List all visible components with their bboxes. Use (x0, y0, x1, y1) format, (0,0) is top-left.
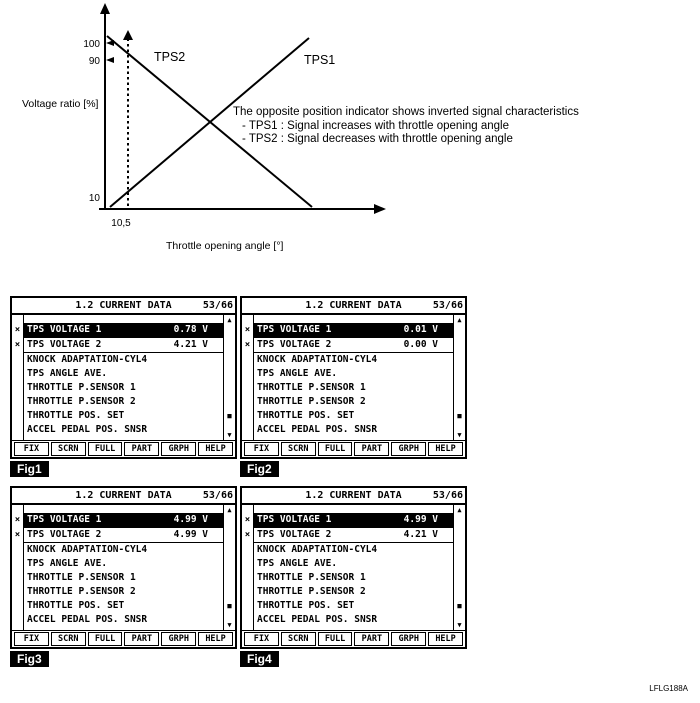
data-row[interactable] (254, 367, 453, 381)
scroll-up-icon[interactable]: ▲ (227, 506, 232, 514)
x-axis-arrow-icon (374, 204, 386, 214)
fixed-mark-icon (12, 423, 23, 437)
row-label: ACCEL PEDAL POS. SNSR (257, 614, 378, 625)
grph-button[interactable]: GRPH (161, 442, 196, 456)
scrollbar[interactable] (454, 315, 465, 440)
data-rows (254, 513, 453, 627)
row-label: THROTTLE P.SENSOR 2 (27, 586, 136, 597)
scroll-up-icon[interactable]: ▲ (227, 316, 232, 324)
row-label: ACCEL PEDAL POS. SNSR (27, 424, 148, 435)
screen-header (12, 298, 235, 315)
screen-header (242, 298, 465, 315)
data-row[interactable] (254, 381, 453, 395)
row-label: TPS ANGLE AVE. (27, 368, 108, 379)
fix-button[interactable]: FIX (244, 632, 279, 646)
part-button[interactable]: PART (124, 632, 159, 646)
row-label: KNOCK ADAPTATION-CYL4 (27, 544, 148, 555)
data-row[interactable] (24, 395, 223, 409)
row-value (150, 423, 208, 437)
row-label: KNOCK ADAPTATION-CYL4 (257, 544, 378, 555)
row-value (380, 409, 438, 423)
row-value (150, 571, 208, 585)
row-label: THROTTLE P.SENSOR 1 (27, 382, 136, 393)
data-row[interactable] (254, 423, 453, 437)
screen-title: 1.2 CURRENT DATA (75, 300, 172, 311)
scan-tool-screen-fig2 (240, 296, 467, 459)
fixed-mark-icon (242, 557, 253, 571)
softkey-bar (242, 630, 465, 647)
scroll-thumb-icon[interactable]: ■ (457, 602, 462, 610)
data-row[interactable] (24, 409, 223, 423)
y-axis-arrow-icon (100, 3, 110, 14)
row-label: TPS VOLTAGE 1 (257, 514, 332, 525)
xtick-10-5: 10,5 (111, 218, 131, 229)
row-value (150, 543, 208, 557)
fixed-mark-icon (242, 599, 253, 613)
fig1-label: Fig1 (10, 461, 49, 477)
softkey-bar (12, 630, 235, 647)
fixed-mark-icon (12, 613, 23, 627)
fixed-mark-icon: × (14, 325, 21, 335)
fixed-mark-icon (242, 409, 253, 423)
fixed-mark-icon (12, 353, 23, 367)
scrn-button[interactable]: SCRN (51, 442, 86, 456)
data-row[interactable] (254, 353, 453, 367)
grph-button[interactable]: GRPH (391, 632, 426, 646)
help-button[interactable]: HELP (198, 632, 233, 646)
data-row[interactable] (24, 585, 223, 599)
fixed-mark-icon (242, 543, 253, 557)
row-label: TPS VOLTAGE 2 (257, 339, 332, 350)
scrn-button[interactable]: SCRN (281, 442, 316, 456)
data-row-tps-voltage-1[interactable] (24, 323, 223, 338)
scroll-down-icon[interactable]: ▼ (457, 621, 462, 629)
data-row[interactable] (254, 585, 453, 599)
row-label: THROTTLE POS. SET (27, 410, 125, 421)
row-label: TPS VOLTAGE 1 (27, 324, 102, 335)
scroll-down-icon[interactable]: ▼ (457, 431, 462, 439)
fixed-mark-icon (12, 571, 23, 585)
full-button[interactable]: FULL (318, 442, 353, 456)
data-row[interactable] (254, 409, 453, 423)
fix-button[interactable]: FIX (14, 632, 49, 646)
row-value (150, 599, 208, 613)
data-row[interactable] (24, 381, 223, 395)
fixed-mark-icon: × (14, 530, 21, 540)
fixed-mark-icon (242, 585, 253, 599)
data-row[interactable] (254, 543, 453, 557)
ytick-90: 90 (88, 56, 100, 67)
scroll-up-icon[interactable]: ▲ (457, 316, 462, 324)
fixed-mark-icon (242, 571, 253, 585)
data-rows (24, 323, 223, 437)
softkey-bar (242, 440, 465, 457)
row-label: TPS VOLTAGE 2 (27, 339, 102, 350)
fig3-label: Fig3 (10, 651, 49, 667)
full-button[interactable]: FULL (88, 442, 123, 456)
row-label: THROTTLE P.SENSOR 1 (257, 572, 366, 583)
row-value (150, 585, 208, 599)
full-button[interactable]: FULL (88, 632, 123, 646)
data-row-tps-voltage-2[interactable] (254, 338, 453, 353)
scrollbar[interactable] (454, 505, 465, 630)
fixed-mark-icon (242, 613, 253, 627)
help-button[interactable]: HELP (428, 632, 463, 646)
row-label: TPS ANGLE AVE. (257, 368, 338, 379)
part-button[interactable]: PART (354, 442, 389, 456)
screen-body (12, 315, 235, 440)
data-row-tps-voltage-2[interactable] (24, 338, 223, 353)
row-label: THROTTLE P.SENSOR 1 (27, 572, 136, 583)
data-row[interactable] (254, 599, 453, 613)
scroll-down-icon[interactable]: ▼ (227, 621, 232, 629)
scrn-button[interactable]: SCRN (51, 632, 86, 646)
note-line-3: - TPS2 : Signal decreases with throttle opening angle (242, 133, 513, 145)
row-value (380, 613, 438, 627)
data-row[interactable] (24, 557, 223, 571)
part-button[interactable]: PART (354, 632, 389, 646)
data-row[interactable] (24, 423, 223, 437)
row-label: KNOCK ADAPTATION-CYL4 (27, 354, 148, 365)
data-row[interactable] (254, 571, 453, 585)
help-button[interactable]: HELP (428, 442, 463, 456)
data-row[interactable] (24, 599, 223, 613)
scrollbar[interactable] (224, 505, 235, 630)
row-value (150, 409, 208, 423)
row-value (380, 543, 438, 557)
item-counter: 53/66 (202, 300, 233, 311)
fixed-mark-icon (12, 543, 23, 557)
row-value: 4.99 V (173, 514, 208, 525)
full-button[interactable]: FULL (318, 632, 353, 646)
row-value (380, 353, 438, 367)
fixed-mark-icon (12, 395, 23, 409)
row-label: THROTTLE POS. SET (257, 600, 355, 611)
item-counter: 53/66 (432, 300, 463, 311)
row-label: TPS ANGLE AVE. (27, 558, 108, 569)
scan-tool-screen-fig4 (240, 486, 467, 649)
data-rows (24, 513, 223, 627)
fixed-mark-icon: × (14, 515, 21, 525)
ytick-100: 100 (83, 39, 100, 50)
row-label: KNOCK ADAPTATION-CYL4 (257, 354, 378, 365)
marker-column (12, 323, 23, 437)
row-value: 4.99 V (173, 529, 208, 540)
data-row-tps-voltage-1[interactable] (24, 513, 223, 528)
reference-line-arrow-icon (123, 30, 133, 40)
fixed-mark-icon (242, 367, 253, 381)
scan-tool-screen-fig1 (10, 296, 237, 459)
row-value: 4.21 V (173, 339, 208, 350)
row-value (150, 557, 208, 571)
row-value (150, 613, 208, 627)
fixed-mark-icon (12, 599, 23, 613)
fixed-mark-icon (242, 353, 253, 367)
row-label: THROTTLE P.SENSOR 1 (257, 382, 366, 393)
scroll-thumb-icon[interactable]: ■ (227, 412, 232, 420)
help-button[interactable]: HELP (198, 442, 233, 456)
screen-header (12, 488, 235, 505)
row-label: TPS VOLTAGE 2 (27, 529, 102, 540)
row-label: TPS VOLTAGE 1 (257, 324, 332, 335)
grph-button[interactable]: GRPH (391, 442, 426, 456)
scrn-button[interactable]: SCRN (281, 632, 316, 646)
screen-body (12, 505, 235, 630)
row-label: ACCEL PEDAL POS. SNSR (257, 424, 378, 435)
data-row-tps-voltage-2[interactable] (24, 528, 223, 543)
fix-button[interactable]: FIX (14, 442, 49, 456)
fixed-mark-icon (12, 557, 23, 571)
item-counter: 53/66 (202, 490, 233, 501)
fixed-mark-icon (12, 585, 23, 599)
grph-button[interactable]: GRPH (161, 632, 196, 646)
tps2-series-label: TPS2 (154, 50, 186, 64)
fig4-label: Fig4 (240, 651, 279, 667)
note-line-2: - TPS1 : Signal increases with throttle opening angle (242, 119, 509, 132)
scroll-down-icon[interactable]: ▼ (227, 431, 232, 439)
marker-column (242, 323, 253, 437)
row-value (380, 423, 438, 437)
scan-tool-screen-fig3 (10, 486, 237, 649)
row-value: 4.21 V (403, 529, 438, 540)
fig2-label: Fig2 (240, 461, 279, 477)
row-label: THROTTLE POS. SET (27, 600, 125, 611)
screen-header (242, 488, 465, 505)
fixed-mark-icon (12, 381, 23, 395)
row-value: 4.99 V (403, 514, 438, 525)
row-value (380, 381, 438, 395)
fixed-mark-icon: × (244, 325, 251, 335)
fix-button[interactable]: FIX (244, 442, 279, 456)
note-line-1: The opposite position indicator shows inverted signal characteristics (233, 106, 579, 118)
screen-title: 1.2 CURRENT DATA (75, 490, 172, 501)
data-row-tps-voltage-1[interactable] (254, 513, 453, 528)
scroll-thumb-icon[interactable]: ■ (227, 602, 232, 610)
row-label: TPS VOLTAGE 2 (257, 529, 332, 540)
row-label: TPS VOLTAGE 1 (27, 514, 102, 525)
fixed-mark-icon: × (244, 340, 251, 350)
figure-code: LFLG188A (649, 684, 688, 693)
softkey-bar (12, 440, 235, 457)
row-value: 0.00 V (403, 339, 438, 350)
data-row[interactable] (254, 557, 453, 571)
fixed-mark-icon: × (244, 530, 251, 540)
screen-body (242, 315, 465, 440)
data-row[interactable] (24, 353, 223, 367)
fixed-mark-icon (242, 423, 253, 437)
row-value (380, 395, 438, 409)
part-button[interactable]: PART (124, 442, 159, 456)
scrollbar[interactable] (224, 315, 235, 440)
row-value (380, 367, 438, 381)
tps1-series-label: TPS1 (304, 53, 336, 67)
data-rows (254, 323, 453, 437)
ytick-10: 10 (88, 193, 100, 204)
fixed-mark-icon: × (244, 515, 251, 525)
fixed-mark-icon (12, 367, 23, 381)
ytick-arrow-100-icon (106, 40, 114, 46)
data-row-tps-voltage-1[interactable] (254, 323, 453, 338)
screen-body (242, 505, 465, 630)
fixed-mark-icon (12, 409, 23, 423)
row-value (150, 353, 208, 367)
signal-characteristics-note (233, 106, 579, 147)
row-label: ACCEL PEDAL POS. SNSR (27, 614, 148, 625)
data-row[interactable] (254, 395, 453, 409)
row-value (150, 367, 208, 381)
row-label: THROTTLE P.SENSOR 2 (27, 396, 136, 407)
data-row[interactable] (24, 367, 223, 381)
screen-title: 1.2 CURRENT DATA (305, 300, 402, 311)
scroll-up-icon[interactable]: ▲ (457, 506, 462, 514)
row-value (380, 599, 438, 613)
row-value (150, 395, 208, 409)
fixed-mark-icon (242, 395, 253, 409)
item-counter: 53/66 (432, 490, 463, 501)
fixed-mark-icon: × (14, 340, 21, 350)
row-label: THROTTLE POS. SET (257, 410, 355, 421)
ytick-arrow-90-icon (106, 57, 114, 63)
screen-title: 1.2 CURRENT DATA (305, 490, 402, 501)
row-value (150, 381, 208, 395)
data-row-tps-voltage-2[interactable] (254, 528, 453, 543)
y-axis-label: Voltage ratio [%] (22, 98, 99, 110)
row-label: THROTTLE P.SENSOR 2 (257, 396, 366, 407)
row-label: THROTTLE P.SENSOR 2 (257, 586, 366, 597)
scroll-thumb-icon[interactable]: ■ (457, 412, 462, 420)
data-row[interactable] (24, 571, 223, 585)
marker-column (12, 513, 23, 627)
row-value: 0.01 V (403, 324, 438, 335)
data-row[interactable] (24, 613, 223, 627)
row-value (380, 557, 438, 571)
x-axis-label: Throttle opening angle [°] (166, 240, 284, 252)
row-value (380, 585, 438, 599)
marker-column (242, 513, 253, 627)
fixed-mark-icon (242, 381, 253, 395)
row-value (380, 571, 438, 585)
data-row[interactable] (254, 613, 453, 627)
row-value: 0.78 V (173, 324, 208, 335)
data-row[interactable] (24, 543, 223, 557)
row-label: TPS ANGLE AVE. (257, 558, 338, 569)
